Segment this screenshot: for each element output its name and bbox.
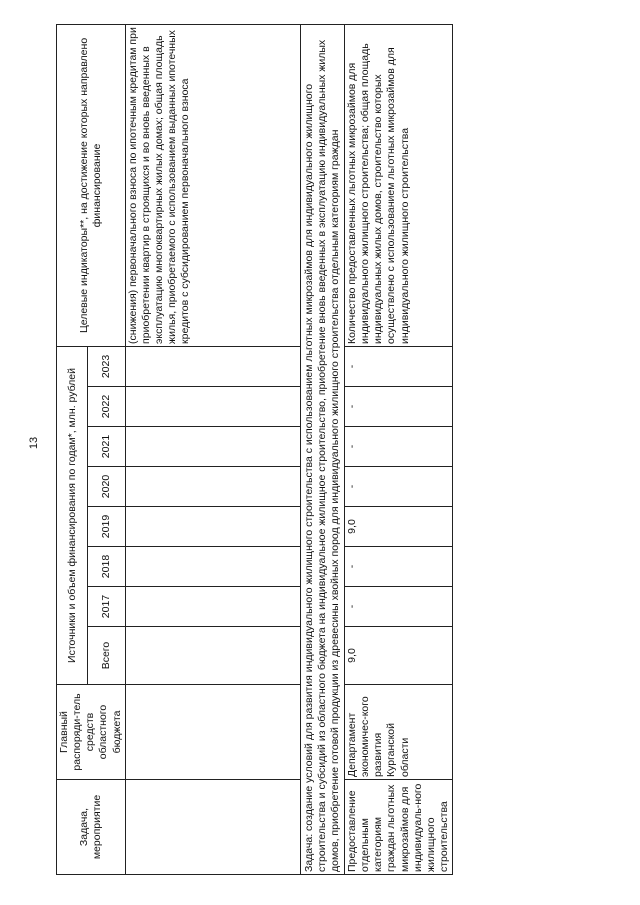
header-funding: Источники и объем финансирования по годам*, млн. рублей [57,346,88,684]
header-year: 2021 [88,427,125,467]
header-year: 2018 [88,547,125,587]
year-value: - [345,587,453,627]
header-year: 2019 [88,507,125,547]
header-manager: Главный распоряди-тель средств областного бюджета [57,685,126,780]
empty-cell [125,387,300,427]
empty-cell [125,627,300,685]
year-value: - [345,427,453,467]
task-row: Задача: создание условий для развития индивидуального жилищного строительства с использованием льготных микрозаймов для индивидуального жилищного строительства и субсидий из областного бюджета на индивидуальное жилищное строительство, приобретение вновь введенных в эксплуатацию индивидуальных жилых домов, приобретение готовой продукции из древесины хвойных пород для индивидуального жилищного строительства отдельным категориям граждан [300,24,344,874]
year-value: - [345,387,453,427]
year-value: - [345,346,453,386]
top-indicator: (снижения) первоначального взноса по ипотечным кредитам при приобретении квартир в строящихся и во вновь введенных в эксплуатацию многоквартирных жилых домах; общая площадь жилья, приобретаемого с использованием выданных ипотечных кредитов с субсидированием первоначального взноса [125,24,300,346]
total-cell: 9,0 [345,627,453,685]
header-year: 2023 [88,346,125,386]
empty-cell [125,547,300,587]
page-number: 13 [28,436,41,450]
rotated-page [56,25,596,875]
header-year: 2020 [88,467,125,507]
empty-cell [125,467,300,507]
empty-cell [125,346,300,386]
header-task: Задача, мероприятие [57,780,126,875]
year-value: - [345,467,453,507]
header-total: Всего [88,627,125,685]
indicator-cell: Количество предоставленных льготных микрозаймов для индивидуального жилищного строительства; общая площадь индивидуальных жилых домов, строительство которых осуществлено с использованием льготных микрозаймов для индивидуального жилищного строительства [345,24,453,346]
empty-cell [125,780,300,875]
measure-cell: Предоставление отдельным категориям граждан льготных микрозаймов для индивидуаль-ного жилищного строительства [345,780,453,875]
year-value: - [345,547,453,587]
header-year: 2022 [88,387,125,427]
empty-cell [125,427,300,467]
empty-cell [125,587,300,627]
year-value: 9,0 [345,507,453,547]
funding-table [56,24,453,875]
header-indicators: Целевые индикаторы**, на достижение которых направлено финансирование [57,24,126,346]
header-year: 2017 [88,587,125,627]
empty-cell [125,507,300,547]
empty-cell [125,685,300,780]
manager-cell: Департамент экономичес-кого развития Курганской области [345,685,453,780]
